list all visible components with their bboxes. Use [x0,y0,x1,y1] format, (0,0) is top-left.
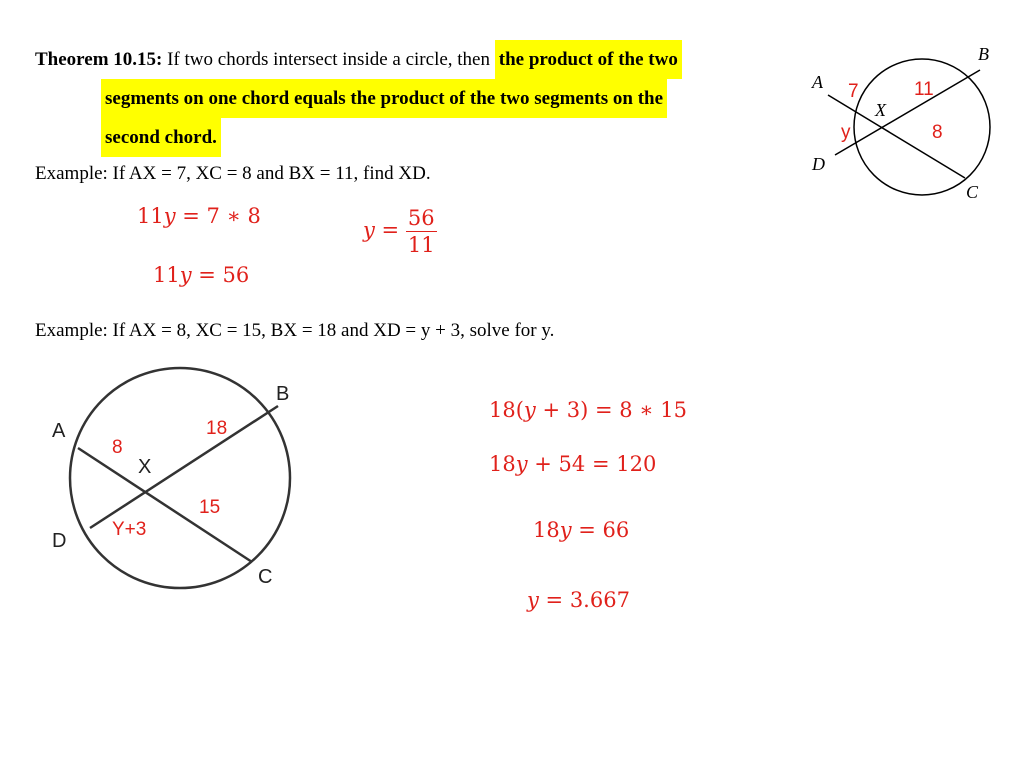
numerator: 56 [407,206,435,230]
example1-prompt: Example: If AX = 7, XC = 8 and BX = 11, find XD. [35,163,431,184]
segment-ax-label: 8 [112,437,123,458]
theorem-line-3 [35,118,805,157]
variable: y [179,263,192,287]
theorem-highlight-3: second chord. [101,118,221,157]
segment-xd-label: Y+3 [112,519,147,540]
denominator: 11 [407,233,435,257]
theorem-label: Theorem 10.15: [35,49,163,70]
fraction [406,205,437,258]
variable: y [523,398,536,422]
term: + 54 = 120 [527,452,657,476]
example2-prompt: Example: If AX = 8, XC = 15, BX = 18 and XD = y + 3, solve for y. [35,320,555,341]
term: 18( [489,398,524,422]
theorem-plain-text: If two chords intersect inside a circle, then [162,49,495,70]
example2-circle-diagram [60,360,310,600]
theorem-highlight-2: segments on one chord equals the product of the two segments on the [101,79,667,118]
rhs: = 7 ∗ 8 [175,204,261,228]
variable: y [163,204,176,228]
point-c-label: C [258,566,273,588]
segment-xc-label: 15 [199,497,221,518]
chord-ac [78,448,252,562]
segment-bx-label: 18 [206,418,228,439]
example1-equation-3 [363,205,437,258]
point-x-label: X [875,100,886,120]
point-b-label: B [276,383,290,405]
term: = 66 [571,518,630,542]
equals-sign: = [374,218,406,242]
example2-equation-3 [533,518,629,542]
segment-bx-label: 11 [914,79,934,100]
segment-xc-label: 8 [932,122,943,143]
point-b-label: B [978,44,989,64]
example2-equation-1 [489,398,687,422]
variable: y [527,588,539,612]
chord-bd [90,406,278,528]
point-a-label: A [812,72,823,92]
theorem-line-1 [35,40,805,79]
coef: 11 [153,263,180,287]
variable: y [363,218,375,242]
term: + 3) = 8 ∗ 15 [535,398,687,422]
segment-xd-label: y [841,122,851,143]
example2-equation-4 [527,588,630,612]
term: = 3.667 [538,588,630,612]
circle-outline [70,368,290,588]
point-x-label: X [138,456,152,478]
rhs: = 56 [191,263,250,287]
theorem-line-2 [35,79,805,118]
example1-equation-2 [153,263,249,287]
point-d-label: D [812,154,825,174]
variable: y [559,518,572,542]
term: 18 [489,452,516,476]
point-d-label: D [52,530,67,552]
example2-equation-2 [489,452,656,476]
variable: y [515,452,528,476]
point-c-label: C [966,182,979,202]
term: 18 [533,518,560,542]
theorem-highlight-1: the product of the two [495,40,682,79]
example1-equation-1 [137,204,261,228]
segment-ax-label: 7 [848,81,859,102]
coef: 11 [137,204,164,228]
point-a-label: A [52,420,66,442]
theorem-statement [35,40,805,157]
